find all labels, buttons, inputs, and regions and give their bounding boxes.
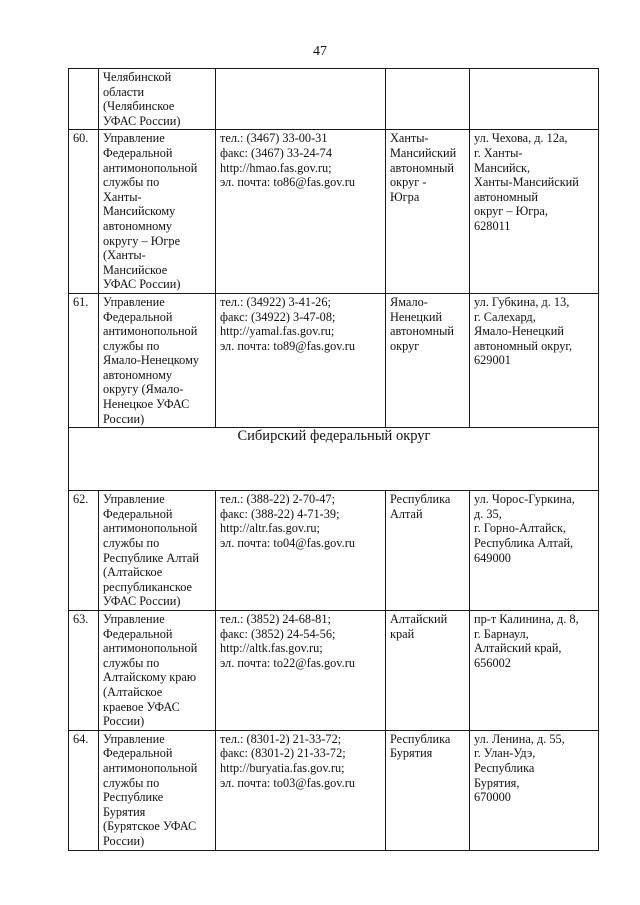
text-line: Федеральной [103, 626, 173, 641]
cell-office-name [99, 69, 216, 130]
text-line: антимонопольной [103, 521, 198, 536]
text-line: http://altk.fas.gov.ru; [220, 641, 323, 656]
text-line: факс: (3467) 33-24-74 [220, 145, 332, 160]
cell-region [386, 491, 470, 611]
table-row [69, 130, 599, 294]
text-line: эл. почта: to89@fas.gov.ru [220, 338, 355, 353]
text-line: Мансийский [390, 145, 457, 160]
cell-number: 61. [69, 293, 99, 427]
cell-number [69, 69, 99, 130]
cell-address [470, 293, 599, 427]
text-line: Ненецкое УФАС [103, 397, 190, 412]
table-row [69, 293, 599, 427]
section-row [69, 428, 599, 491]
text-line: ул. Ленина, д. 55, [474, 731, 565, 746]
text-line: (Алтайское [103, 565, 163, 580]
text-line: России) [103, 411, 145, 426]
text-line: (Алтайское [103, 684, 163, 699]
table-row [69, 491, 599, 611]
text-line: Республика [390, 731, 451, 746]
table-row-continuation [69, 69, 599, 130]
cell-number: 64. [69, 730, 99, 850]
text-line: эл. почта: to04@fas.gov.ru [220, 536, 355, 551]
text-line: факс: (8301-2) 21-33-72; [220, 746, 346, 761]
text-line: службы по [103, 536, 160, 551]
text-line: Мансийскому [103, 204, 176, 219]
table-body-siberia [69, 491, 599, 850]
text-line: округу – Югре [103, 233, 181, 248]
text-line: Алтайскому краю [103, 670, 197, 685]
text-line: ул. Чорос-Гуркина, [474, 492, 575, 507]
text-line: Югра [390, 189, 420, 204]
text-line: антимонопольной [103, 641, 198, 656]
cell-contacts [216, 130, 386, 294]
text-line: Алтайский край, [474, 641, 562, 656]
cell-region [386, 730, 470, 850]
text-line: Мансийск, [474, 160, 531, 175]
table-row [69, 611, 599, 731]
text-line: Федеральной [103, 506, 173, 521]
cell-number: 62. [69, 491, 99, 611]
text-line: антимонопольной [103, 160, 198, 175]
table-body-ural [69, 69, 599, 428]
cell-address [470, 69, 599, 130]
text-line: факс: (388-22) 4-71-39; [220, 506, 340, 521]
text-line: тел.: (3467) 33-00-31 [220, 131, 328, 146]
text-line: автономному [103, 218, 173, 233]
cell-office-name [99, 611, 216, 731]
text-line: д. 35, [474, 506, 502, 521]
text-line: Алтайский [390, 612, 448, 626]
cell-address [470, 130, 599, 294]
text-line: пр-т Калинина, д. 8, [474, 612, 579, 626]
text-line: эл. почта: to03@fas.gov.ru [220, 775, 355, 790]
text-line: г. Горно-Алтайск, [474, 521, 567, 536]
text-line: http://yamal.fas.gov.ru; [220, 324, 335, 339]
cell-contacts [216, 730, 386, 850]
text-line: службы по [103, 655, 160, 670]
text-line: Алтай [390, 506, 423, 521]
text-line: Ямало-Ненецкий [474, 324, 564, 339]
cell-region [386, 611, 470, 731]
text-line: 656002 [474, 655, 511, 670]
text-line: ул. Губкина, д. 13, [474, 294, 570, 309]
text-line: Мансийское [103, 262, 168, 277]
text-line: республиканское [103, 579, 192, 594]
cell-number: 60. [69, 130, 99, 294]
text-line: г. Салехард, [474, 309, 536, 324]
text-line: Бурятия, [474, 775, 520, 790]
text-line: факс: (3852) 24-54-56; [220, 626, 336, 641]
cell-address [470, 491, 599, 611]
text-line: Федеральной [103, 746, 173, 761]
text-line: УФАС России) [103, 277, 181, 292]
text-line: автономный округ, [474, 338, 573, 353]
text-line: Ямало-Ненецкому [103, 353, 199, 368]
text-line: Управление [103, 731, 165, 746]
cell-number: 63. [69, 611, 99, 731]
text-line: Федеральной [103, 145, 173, 160]
text-line: Федеральной [103, 309, 173, 324]
cell-office-name [99, 293, 216, 427]
text-line: области [103, 84, 145, 99]
text-line: Республика Алтай, [474, 536, 574, 551]
text-line: Управление [103, 294, 165, 309]
text-line: Управление [103, 131, 165, 146]
text-line: службы по [103, 338, 160, 353]
text-line: России) [103, 714, 145, 729]
text-line: Ханты- [390, 131, 429, 146]
text-line: тел.: (388-22) 2-70-47; [220, 492, 335, 507]
text-line: http://buryatia.fas.gov.ru; [220, 760, 345, 775]
text-line: эл. почта: to86@fas.gov.ru [220, 175, 355, 190]
text-line: ул. Чехова, д. 12а, [474, 131, 568, 146]
cell-region [386, 130, 470, 294]
text-line: тел.: (3852) 24-68-81; [220, 612, 331, 626]
cell-office-name [99, 730, 216, 850]
cell-region [386, 293, 470, 427]
text-line: округ [390, 338, 420, 353]
cell-contacts [216, 293, 386, 427]
text-line: Управление [103, 492, 165, 507]
text-line: эл. почта: to22@fas.gov.ru [220, 655, 355, 670]
text-line: автономный [390, 160, 455, 175]
text-line: УФАС России) [103, 113, 181, 128]
text-line: http://altr.fas.gov.ru; [220, 521, 320, 536]
text-line: округ - [390, 175, 427, 190]
text-line: округ – Югра, [474, 204, 548, 219]
text-line: г. Ханты- [474, 145, 523, 160]
table-row [69, 730, 599, 850]
cell-region [386, 69, 470, 130]
text-line: Республике Алтай [103, 550, 199, 565]
text-line: службы по [103, 775, 160, 790]
text-line: 628011 [474, 218, 511, 233]
table-body-section [69, 428, 599, 491]
text-line: Ханты-Мансийский [474, 175, 579, 190]
text-line: г. Барнаул, [474, 626, 529, 641]
text-line: http://hmao.fas.gov.ru; [220, 160, 332, 175]
cell-office-name [99, 130, 216, 294]
text-line: (Бурятское УФАС [103, 819, 197, 834]
text-line: Ненецкий [390, 309, 443, 324]
text-line: факс: (34922) 3-47-08; [220, 309, 336, 324]
text-line: Республике [103, 790, 164, 805]
text-line: антимонопольной [103, 324, 198, 339]
cell-address [470, 611, 599, 731]
text-line: тел.: (8301-2) 21-33-72; [220, 731, 342, 746]
text-line: автономный [390, 324, 455, 339]
cell-contacts [216, 69, 386, 130]
text-line: округу (Ямало- [103, 382, 184, 397]
cell-office-name [99, 491, 216, 611]
text-line: 670000 [474, 790, 511, 805]
text-line: Ямало- [390, 294, 428, 309]
text-line: Управление [103, 612, 165, 626]
text-line: (Челябинское [103, 99, 175, 114]
text-line: Бурятия [390, 746, 433, 761]
text-line: автономный [474, 189, 539, 204]
cell-contacts [216, 611, 386, 731]
text-line: 649000 [474, 550, 511, 565]
text-line: г. Улан-Удэ, [474, 746, 536, 761]
page-number: 47 [313, 44, 327, 59]
text-line: УФАС России) [103, 594, 181, 609]
text-line: Республика [474, 760, 535, 775]
fas-offices-table [68, 68, 599, 851]
text-line: России) [103, 833, 145, 848]
text-line: 629001 [474, 353, 511, 368]
text-line: автономному [103, 367, 173, 382]
text-line: краевое УФАС [103, 699, 180, 714]
text-line: тел.: (34922) 3-41-26; [220, 294, 331, 309]
text-line: службы по [103, 175, 160, 190]
text-line: Бурятия [103, 804, 146, 819]
text-line: Ханты- [103, 189, 142, 204]
text-line: Республика [390, 492, 451, 507]
cell-contacts [216, 491, 386, 611]
text-line: антимонопольной [103, 760, 198, 775]
text-line: край [390, 626, 415, 641]
section-title: Сибирский федеральный округ [69, 428, 599, 491]
text-line: Челябинской [103, 70, 172, 84]
text-line: (Ханты- [103, 248, 146, 263]
cell-address [470, 730, 599, 850]
